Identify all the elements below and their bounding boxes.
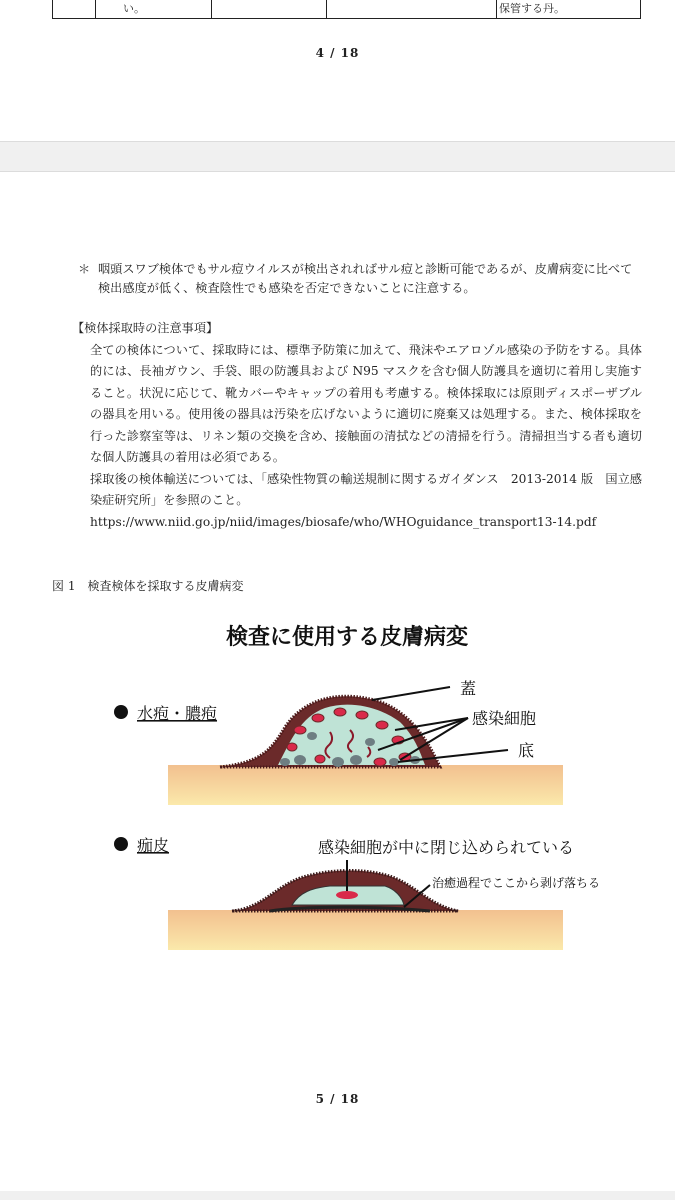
skin-layer bbox=[168, 910, 563, 950]
section-heading: 【検体採取時の注意事項】 bbox=[72, 321, 219, 335]
footnote bbox=[78, 260, 638, 298]
blister-label: 水疱・膿疱 bbox=[137, 704, 218, 723]
label-infected-cells: 感染細胞 bbox=[472, 709, 537, 728]
infected-cell bbox=[336, 891, 358, 899]
sampling-precautions bbox=[70, 318, 642, 533]
paragraph: 全ての検体について、採取時には、標準予防策に加えて、飛沫やエアロゾル感染の予防をする。具体的には、長袖ガウン、手袋、眼の防護具および N95 マスクを含む個人防護具を適切に着用し実施すること。状況に応じて、靴カバーやキャップの着用も考慮する。検体採取には原則ディスポーザブルの器具を用いる。使用後の器具は汚染を広げないように適切に廃棄又は処理する。また、検体採取を行った診察室等は、リネン類の交換を含め、接触面の清拭などの清掃を行う。清掃担当する者も適切な個人防護具の着用は必須である。 bbox=[90, 342, 642, 464]
paragraph: 採取後の検体輸送については、「感染性物質の輸送規制に関するガイダンス 2013-2014 版 国立感染症研究所」を参照のこと。 bbox=[90, 471, 642, 507]
table-cell: 保管する丹。 bbox=[499, 2, 565, 15]
figure-title: 検査に使用する皮膚病変 bbox=[225, 625, 469, 650]
note-mark: ＊ bbox=[78, 262, 91, 276]
current-page bbox=[0, 171, 675, 1191]
bullet-icon bbox=[114, 705, 128, 719]
page-number: 5 / 18 bbox=[315, 1092, 360, 1106]
reference-link[interactable]: https://www.niid.go.jp/niid/images/biosafe/who/WHOguidance_transport13-14.pdf bbox=[90, 514, 597, 529]
previous-page bbox=[0, 0, 675, 142]
table-fragment bbox=[52, 0, 641, 19]
crust-note: 感染細胞が中に閉じ込められている bbox=[318, 838, 575, 857]
figure-caption: 図 1 検査検体を採取する皮膚病変 bbox=[52, 579, 244, 593]
skin-layer bbox=[168, 765, 563, 805]
note-text: 咽頭スワブ検体でもサル痘ウイルスが検出されればサル痘と診断可能であるが、皮膚病変に比べて検出感度が低く、検査陰性でも感染を否定できないことに注意する。 bbox=[98, 262, 633, 295]
table-cell: い。 bbox=[123, 2, 145, 15]
crust-peel-note: 治癒過程でここから剥げ落ちる bbox=[432, 876, 601, 890]
crust-label: 痂皮 bbox=[137, 836, 170, 855]
bullet-icon bbox=[114, 837, 128, 851]
page-number: 4 / 18 bbox=[315, 46, 360, 60]
label-base: 底 bbox=[518, 741, 535, 760]
skin-lesion-figure bbox=[0, 602, 675, 1002]
label-lid: 蓋 bbox=[460, 679, 477, 698]
